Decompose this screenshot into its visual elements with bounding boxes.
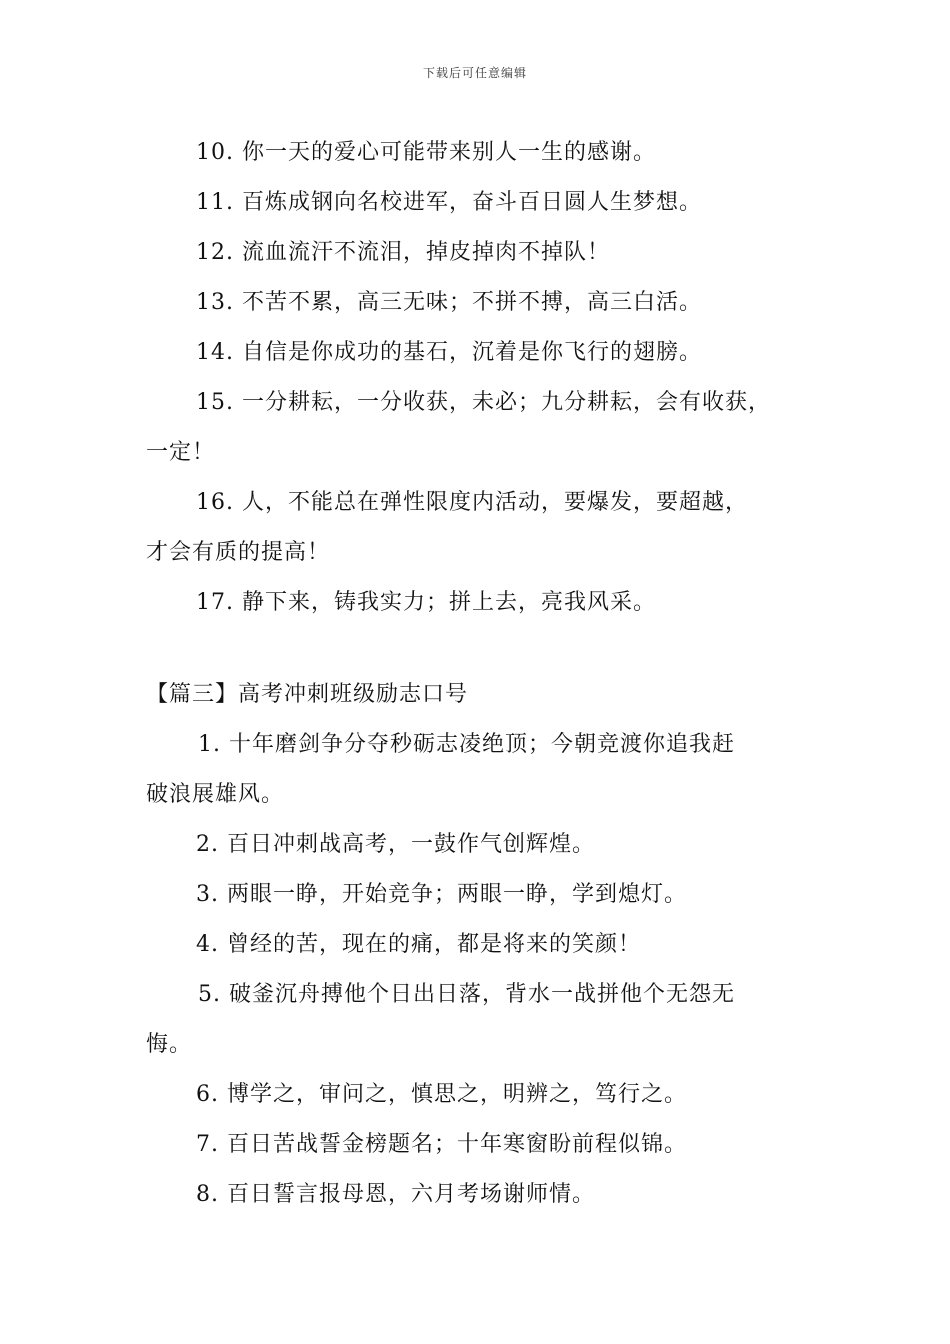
slogan-line-14: 14. 自信是你成功的基石，沉着是你飞行的翅膀。 — [196, 340, 702, 365]
slogan-three-line-7: 7. 百日苦战誓金榜题名；十年寒窗盼前程似锦。 — [196, 1132, 687, 1157]
section-three-title: 【篇三】高考冲刺班级励志口号 — [146, 682, 469, 707]
slogan-three-line-4: 4. 曾经的苦，现在的痛，都是将来的笑颜！ — [196, 932, 641, 957]
section-gap — [146, 628, 836, 670]
slogan-three-line-1: 1. 十年磨剑争分夺秒砺志凌绝顶；今朝竞渡你追我赶 — [198, 732, 735, 757]
slogan-three-line-3: 3. 两眼一睁，开始竞争；两眼一睁，学到熄灯。 — [196, 882, 687, 907]
slogan-line-12: 12. 流血流汗不流泪，掉皮掉肉不掉队！ — [196, 240, 610, 265]
slogan-three-line-2: 2. 百日冲刺战高考，一鼓作气创辉煌。 — [196, 832, 595, 857]
document-body — [146, 128, 836, 1220]
slogan-line-15: 15. 一分耕耘，一分收获，未必；九分耕耘，会有收获， — [196, 390, 771, 415]
slogan-line-17: 17. 静下来，铸我实力；拼上去，亮我风采。 — [196, 590, 656, 615]
slogan-line-10: 10. 你一天的爱心可能带来别人一生的感谢。 — [196, 140, 656, 165]
slogan-line-16: 16. 人，不能总在弹性限度内活动，要爆发，要超越， — [196, 490, 748, 515]
slogan-line-16-continuation: 才会有质的提高！ — [146, 540, 331, 565]
slogan-line-11: 11. 百炼成钢向名校进军，奋斗百日圆人生梦想。 — [196, 190, 702, 215]
slogan-three-line-5-continuation: 悔。 — [146, 1032, 193, 1057]
page-header: 下载后可任意编辑 — [422, 66, 527, 80]
slogan-line-13: 13. 不苦不累，高三无味；不拼不搏，高三白活。 — [196, 290, 702, 315]
slogan-three-line-6: 6. 博学之，审问之，慎思之，明辨之，笃行之。 — [196, 1082, 687, 1107]
slogan-three-line-1-continuation: 破浪展雄风。 — [146, 782, 285, 807]
slogan-three-line-5: 5. 破釜沉舟搏他个日出日落，背水一战拼他个无怨无 — [198, 982, 735, 1007]
slogan-line-15-continuation: 一定！ — [146, 440, 216, 465]
slogan-three-line-8: 8. 百日誓言报母恩，六月考场谢师情。 — [196, 1182, 595, 1207]
